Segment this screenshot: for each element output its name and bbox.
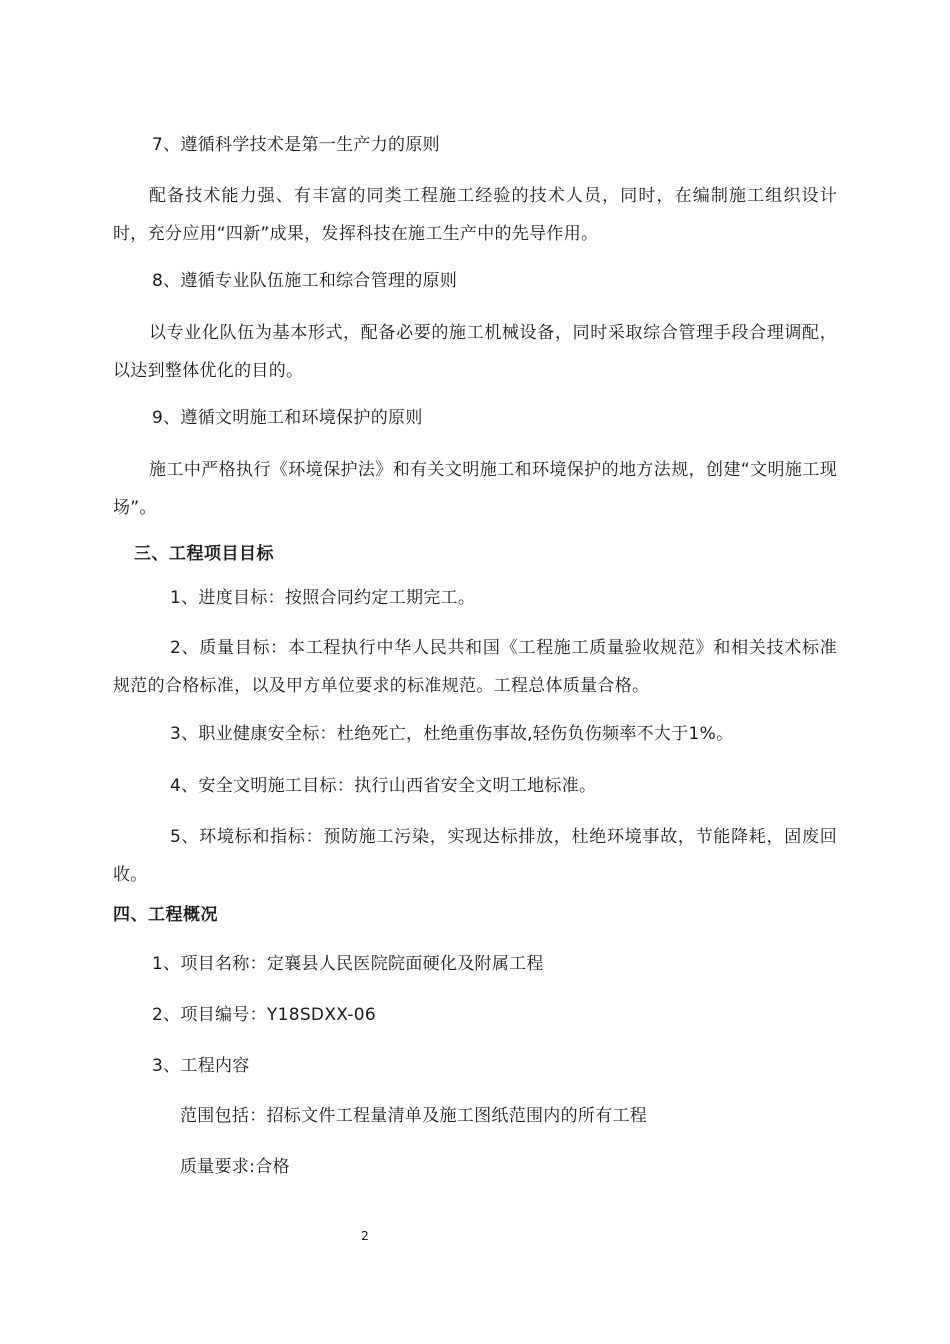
principle-8-body: 以专业化队伍为基本形式，配备必要的施工机械设备，同时采取综合管理手段合理调配，以达到整体优化的目的。 <box>113 323 837 381</box>
goal-civilized: 4、安全文明施工目标：执行山西省安全文明工地标准。 <box>170 776 597 796</box>
project-scope: 范围包括：招标文件工程量清单及施工图纸范围内的所有工程 <box>180 1106 648 1126</box>
project-number: 2、项目编号：Y18SDXX-06 <box>152 1005 377 1025</box>
goal-safety: 3、职业健康安全标：杜绝死亡，杜绝重伤事故,轻伤负伤频率不大于1%。 <box>170 724 734 744</box>
principle-8-title: 8、遵循专业队伍施工和综合管理的原则 <box>152 271 458 291</box>
principle-7-body: 配备技术能力强、有丰富的同类工程施工经验的技术人员，同时，在编制施工组织设计时，充分应用“四新”成果，发挥科技在施工生产中的先导作用。 <box>113 186 837 244</box>
goal-quality: 2、质量目标：本工程执行中华人民共和国《工程施工质量验收规范》和相关技术标准规范的合格标准，以及甲方单位要求的标准规范。工程总体质量合格。 <box>113 638 837 696</box>
principle-7-title: 7、遵循科学技术是第一生产力的原则 <box>152 135 440 155</box>
section-3-heading: 三、工程项目目标 <box>134 544 274 564</box>
goal-schedule: 1、进度目标：按照合同约定工期完工。 <box>170 588 476 608</box>
goal-environment: 5、环境标和指标：预防施工污染，实现达标排放，杜绝环境事故，节能降耗，固废回收。 <box>113 827 837 885</box>
quality-requirement: 质量要求:合格 <box>180 1157 290 1177</box>
principle-9-title: 9、遵循文明施工和环境保护的原则 <box>152 408 423 428</box>
section-4-heading: 四、工程概况 <box>113 905 218 925</box>
page-number: 2 <box>361 1229 369 1243</box>
principle-9-body: 施工中严格执行《环境保护法》和有关文明施工和环境保护的地方法规，创建“文明施工现场”。 <box>113 460 837 518</box>
project-name: 1、项目名称：定襄县人民医院院面硬化及附属工程 <box>152 954 544 974</box>
project-content: 3、工程内容 <box>152 1056 250 1076</box>
